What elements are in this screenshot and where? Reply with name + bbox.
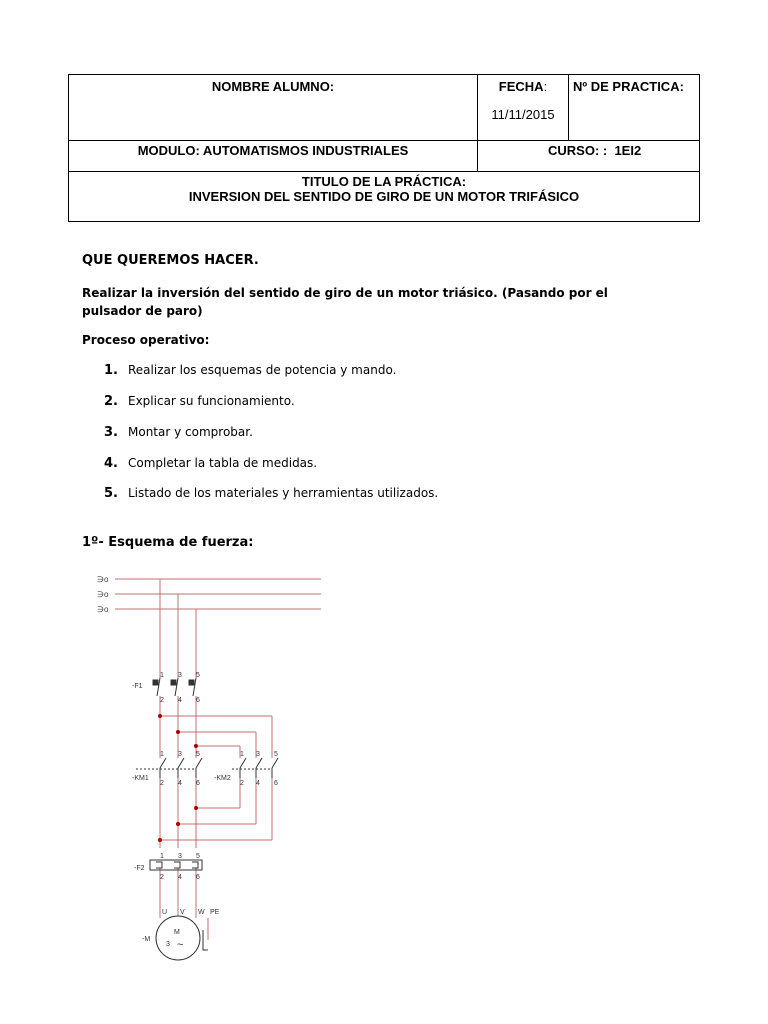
list-item [104,486,438,501]
svg-text:2: 2 [160,697,164,704]
titulo-cell [69,172,700,222]
relay-f2 [150,860,202,870]
svg-text:V: V [180,909,185,916]
modulo-label: MODULO: AUTOMATISMOS INDUSTRIALES [137,143,409,158]
phase-labels [97,575,109,614]
conductors [160,579,272,940]
step-number: 3. [104,425,118,440]
list-item [104,456,317,471]
svg-text:6: 6 [196,874,200,881]
curso-cell [478,141,700,172]
svg-text:4: 4 [178,697,182,704]
process-heading: Proceso operativo: [82,333,210,347]
svg-text:PE: PE [210,909,220,916]
fecha-label: FECHA [498,79,544,94]
svg-text:W: W [198,909,205,916]
svg-text:4: 4 [256,780,260,787]
svg-text:1: 1 [240,751,244,758]
svg-text:3: 3 [178,672,182,679]
step-text: Realizar los esquemas de potencia y mando. [128,363,397,377]
svg-text:6: 6 [196,697,200,704]
section2-heading: 1º- Esquema de fuerza: [82,535,254,550]
phase-label-l1: ∋o [97,575,109,584]
svg-text:3: 3 [178,751,182,758]
svg-text:6: 6 [196,780,200,787]
svg-text:3: 3 [256,751,260,758]
step-number: 2. [104,394,118,409]
bus-lines [115,579,321,609]
svg-text:5: 5 [196,853,200,860]
km2-label: -KM2 [214,775,231,782]
svg-text:6: 6 [274,780,278,787]
svg-text:4: 4 [178,874,182,881]
section1-text-line2: pulsador de paro) [82,304,203,318]
motor-phases: 3 [166,941,170,948]
fecha-cell [478,75,569,141]
f2-label: -F2 [134,865,145,872]
svg-text:5: 5 [196,672,200,679]
section1-heading: QUE QUEREMOS HACER. [82,253,259,268]
fuse-f1 [153,678,196,696]
nombre-alumno-label: NOMBRE ALUMNO: [211,79,335,94]
step-number: 1. [104,363,118,378]
svg-text:5: 5 [274,751,278,758]
header-table [68,74,700,222]
step-text: Completar la tabla de medidas. [128,456,318,470]
svg-text:4: 4 [178,780,182,787]
f1-label: -F1 [132,683,143,690]
motor [156,916,208,960]
svg-text:U: U [162,909,168,916]
power-schematic [88,568,328,968]
curso-wrap [548,143,699,158]
curso-value: 1EI2 [614,143,642,158]
list-item [104,425,253,440]
curso-label: CURSO: : [548,143,608,158]
motor-circle [156,916,200,960]
step-number: 4. [104,456,118,471]
svg-text:2: 2 [160,874,164,881]
practica-label: Nº DE PRACTICA: [573,79,684,94]
fecha-colon: : [543,79,548,94]
fecha-label-wrap [478,79,568,94]
titulo-value: INVERSION DEL SENTIDO DE GIRO DE UN MOTOR TRIFÁSICO [188,189,580,204]
phase-label-l2: ∋o [97,590,109,599]
svg-text:1: 1 [160,751,164,758]
km1-label: -KM1 [132,775,149,782]
svg-text:1: 1 [160,853,164,860]
section1-text [82,284,702,320]
svg-text:1: 1 [160,672,164,679]
motor-ac-icon: ~ [177,939,184,951]
step-text: Montar y comprobar. [128,425,253,439]
fecha-value: 11/11/2015 [491,107,555,122]
step-text: Explicar su funcionamiento. [128,394,295,408]
svg-text:5: 5 [196,751,200,758]
titulo-label: TITULO DE LA PRÁCTICA: [301,174,467,189]
list-item [104,363,396,378]
motor-symbol: M [174,929,180,936]
svg-text:2: 2 [240,780,244,787]
practica-cell [569,75,700,141]
modulo-cell [69,141,478,172]
svg-text:2: 2 [160,780,164,787]
step-number: 5. [104,486,118,501]
list-item [104,394,295,409]
nombre-alumno-cell [69,75,478,141]
step-text: Listado de los materiales y herramientas utilizados. [128,486,439,500]
section1-text-line1: Realizar la inversión del sentido de giro de un motor triásico. (Pasando por el [82,286,608,300]
contactor-km2 [232,758,278,778]
svg-text:3: 3 [178,853,182,860]
motor-label: -M [142,936,151,943]
phase-label-l3: ∋o [97,605,109,614]
